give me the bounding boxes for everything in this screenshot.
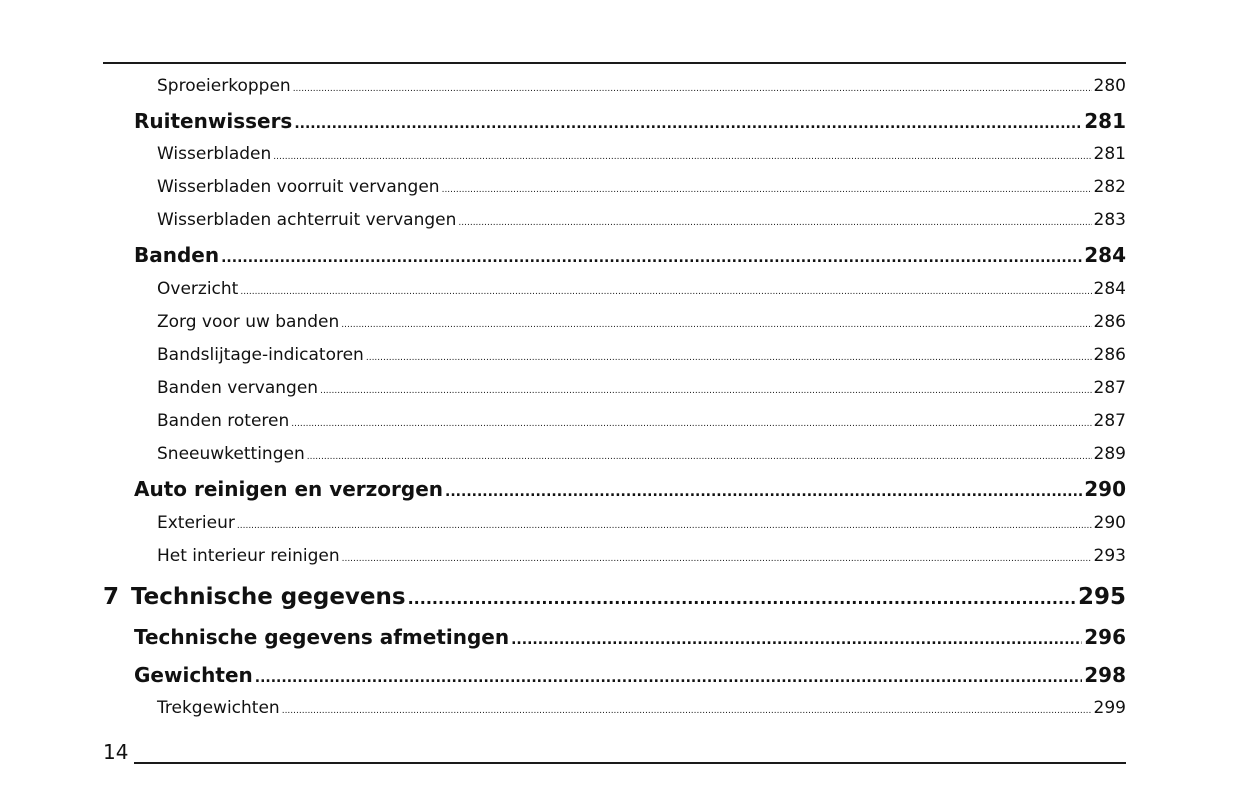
dot-leader [291, 419, 1091, 429]
toc-entry-page: 281 [1093, 144, 1126, 164]
dot-leader [307, 452, 1092, 462]
toc-entry-title: Trekgewichten [157, 698, 280, 718]
toc-entry-page: 286 [1093, 345, 1126, 365]
dot-leader [445, 484, 1082, 500]
top-rule [103, 62, 1126, 64]
dot-leader [255, 670, 1082, 686]
toc-section-title: Banden [134, 243, 220, 267]
toc-section-title: Auto reinigen en verzorgen [134, 477, 444, 501]
toc-entry-page: 287 [1093, 411, 1126, 431]
toc-entry-page: 293 [1093, 546, 1126, 566]
toc-section-page: 290 [1084, 477, 1126, 501]
toc-entry[interactable] [157, 698, 1126, 718]
toc-entry-title: Sproeierkoppen [157, 76, 291, 96]
bottom-rule [134, 762, 1126, 764]
dot-leader [273, 152, 1091, 162]
toc-entry[interactable] [157, 546, 1126, 566]
toc-entry-page: 289 [1093, 444, 1126, 464]
toc-entry-title: Sneeuwkettingen [157, 444, 305, 464]
toc-section-title: Technische gegevens afmetingen [134, 625, 510, 649]
toc-entry[interactable] [157, 444, 1126, 464]
toc-section-page: 296 [1084, 625, 1126, 649]
toc-entry-page: 287 [1093, 378, 1126, 398]
dot-leader [511, 632, 1082, 648]
toc-entry-title: Wisserbladen achterruit vervangen [157, 210, 457, 230]
toc-entry-page: 299 [1093, 698, 1126, 718]
dot-leader [408, 589, 1076, 608]
toc-entry-page: 282 [1093, 177, 1126, 197]
toc-entry[interactable] [157, 312, 1126, 332]
toc-section[interactable] [134, 243, 1126, 267]
toc-section-page: 281 [1084, 109, 1126, 133]
toc-entry[interactable] [157, 513, 1126, 533]
toc-entry-title: Wisserbladen [157, 144, 272, 164]
toc-entry-title: Exterieur [157, 513, 235, 533]
toc-entry[interactable] [157, 76, 1126, 96]
toc-section-title: Gewichten [134, 663, 253, 687]
dot-leader [366, 353, 1092, 363]
toc-section[interactable] [134, 477, 1126, 501]
toc-entry-page: 290 [1093, 513, 1126, 533]
page-number: 14 [103, 740, 129, 764]
dot-leader [341, 320, 1091, 330]
toc-entry-title: Zorg voor uw banden [157, 312, 340, 332]
dot-leader [320, 386, 1091, 396]
dot-leader [458, 218, 1091, 228]
toc-entry-title: Het interieur reinigen [157, 546, 340, 566]
toc-section-title: Ruitenwissers [134, 109, 293, 133]
dot-leader [237, 521, 1092, 531]
toc-entry[interactable] [157, 210, 1126, 230]
toc-chapter-page: 295 [1077, 584, 1126, 610]
dot-leader [240, 287, 1091, 297]
dot-leader [342, 554, 1092, 564]
toc-section[interactable] [134, 663, 1126, 687]
dot-leader [294, 116, 1082, 132]
toc-section[interactable] [134, 625, 1126, 649]
dot-leader [442, 185, 1092, 195]
toc-section-page: 298 [1084, 663, 1126, 687]
toc-section-page: 284 [1084, 243, 1126, 267]
toc-entry[interactable] [157, 345, 1126, 365]
toc-entry-page: 284 [1093, 279, 1126, 299]
toc-entry[interactable] [157, 279, 1126, 299]
toc-entry-title: Wisserbladen voorruit vervangen [157, 177, 440, 197]
toc-chapter[interactable] [103, 584, 1126, 610]
toc-entry-title: Banden roteren [157, 411, 290, 431]
chapter-title-text: Technische gegevens [131, 584, 406, 610]
dot-leader [293, 84, 1092, 94]
dot-leader [221, 250, 1082, 266]
toc-entry-page: 280 [1093, 76, 1126, 96]
dot-leader [282, 706, 1092, 716]
toc-entry[interactable] [157, 177, 1126, 197]
toc-entry[interactable] [157, 378, 1126, 398]
toc-entry[interactable] [157, 411, 1126, 431]
chapter-number: 7 [103, 584, 120, 610]
toc-entry-title: Overzicht [157, 279, 239, 299]
toc-entry-page: 283 [1093, 210, 1126, 230]
toc-entry-title: Banden vervangen [157, 378, 319, 398]
toc-entry[interactable] [157, 144, 1126, 164]
toc-entry-title: Bandslijtage-indicatoren [157, 345, 364, 365]
toc-chapter-title [103, 584, 406, 610]
page-footer [103, 740, 1126, 768]
toc-section[interactable] [134, 109, 1126, 133]
toc-entry-page: 286 [1093, 312, 1126, 332]
